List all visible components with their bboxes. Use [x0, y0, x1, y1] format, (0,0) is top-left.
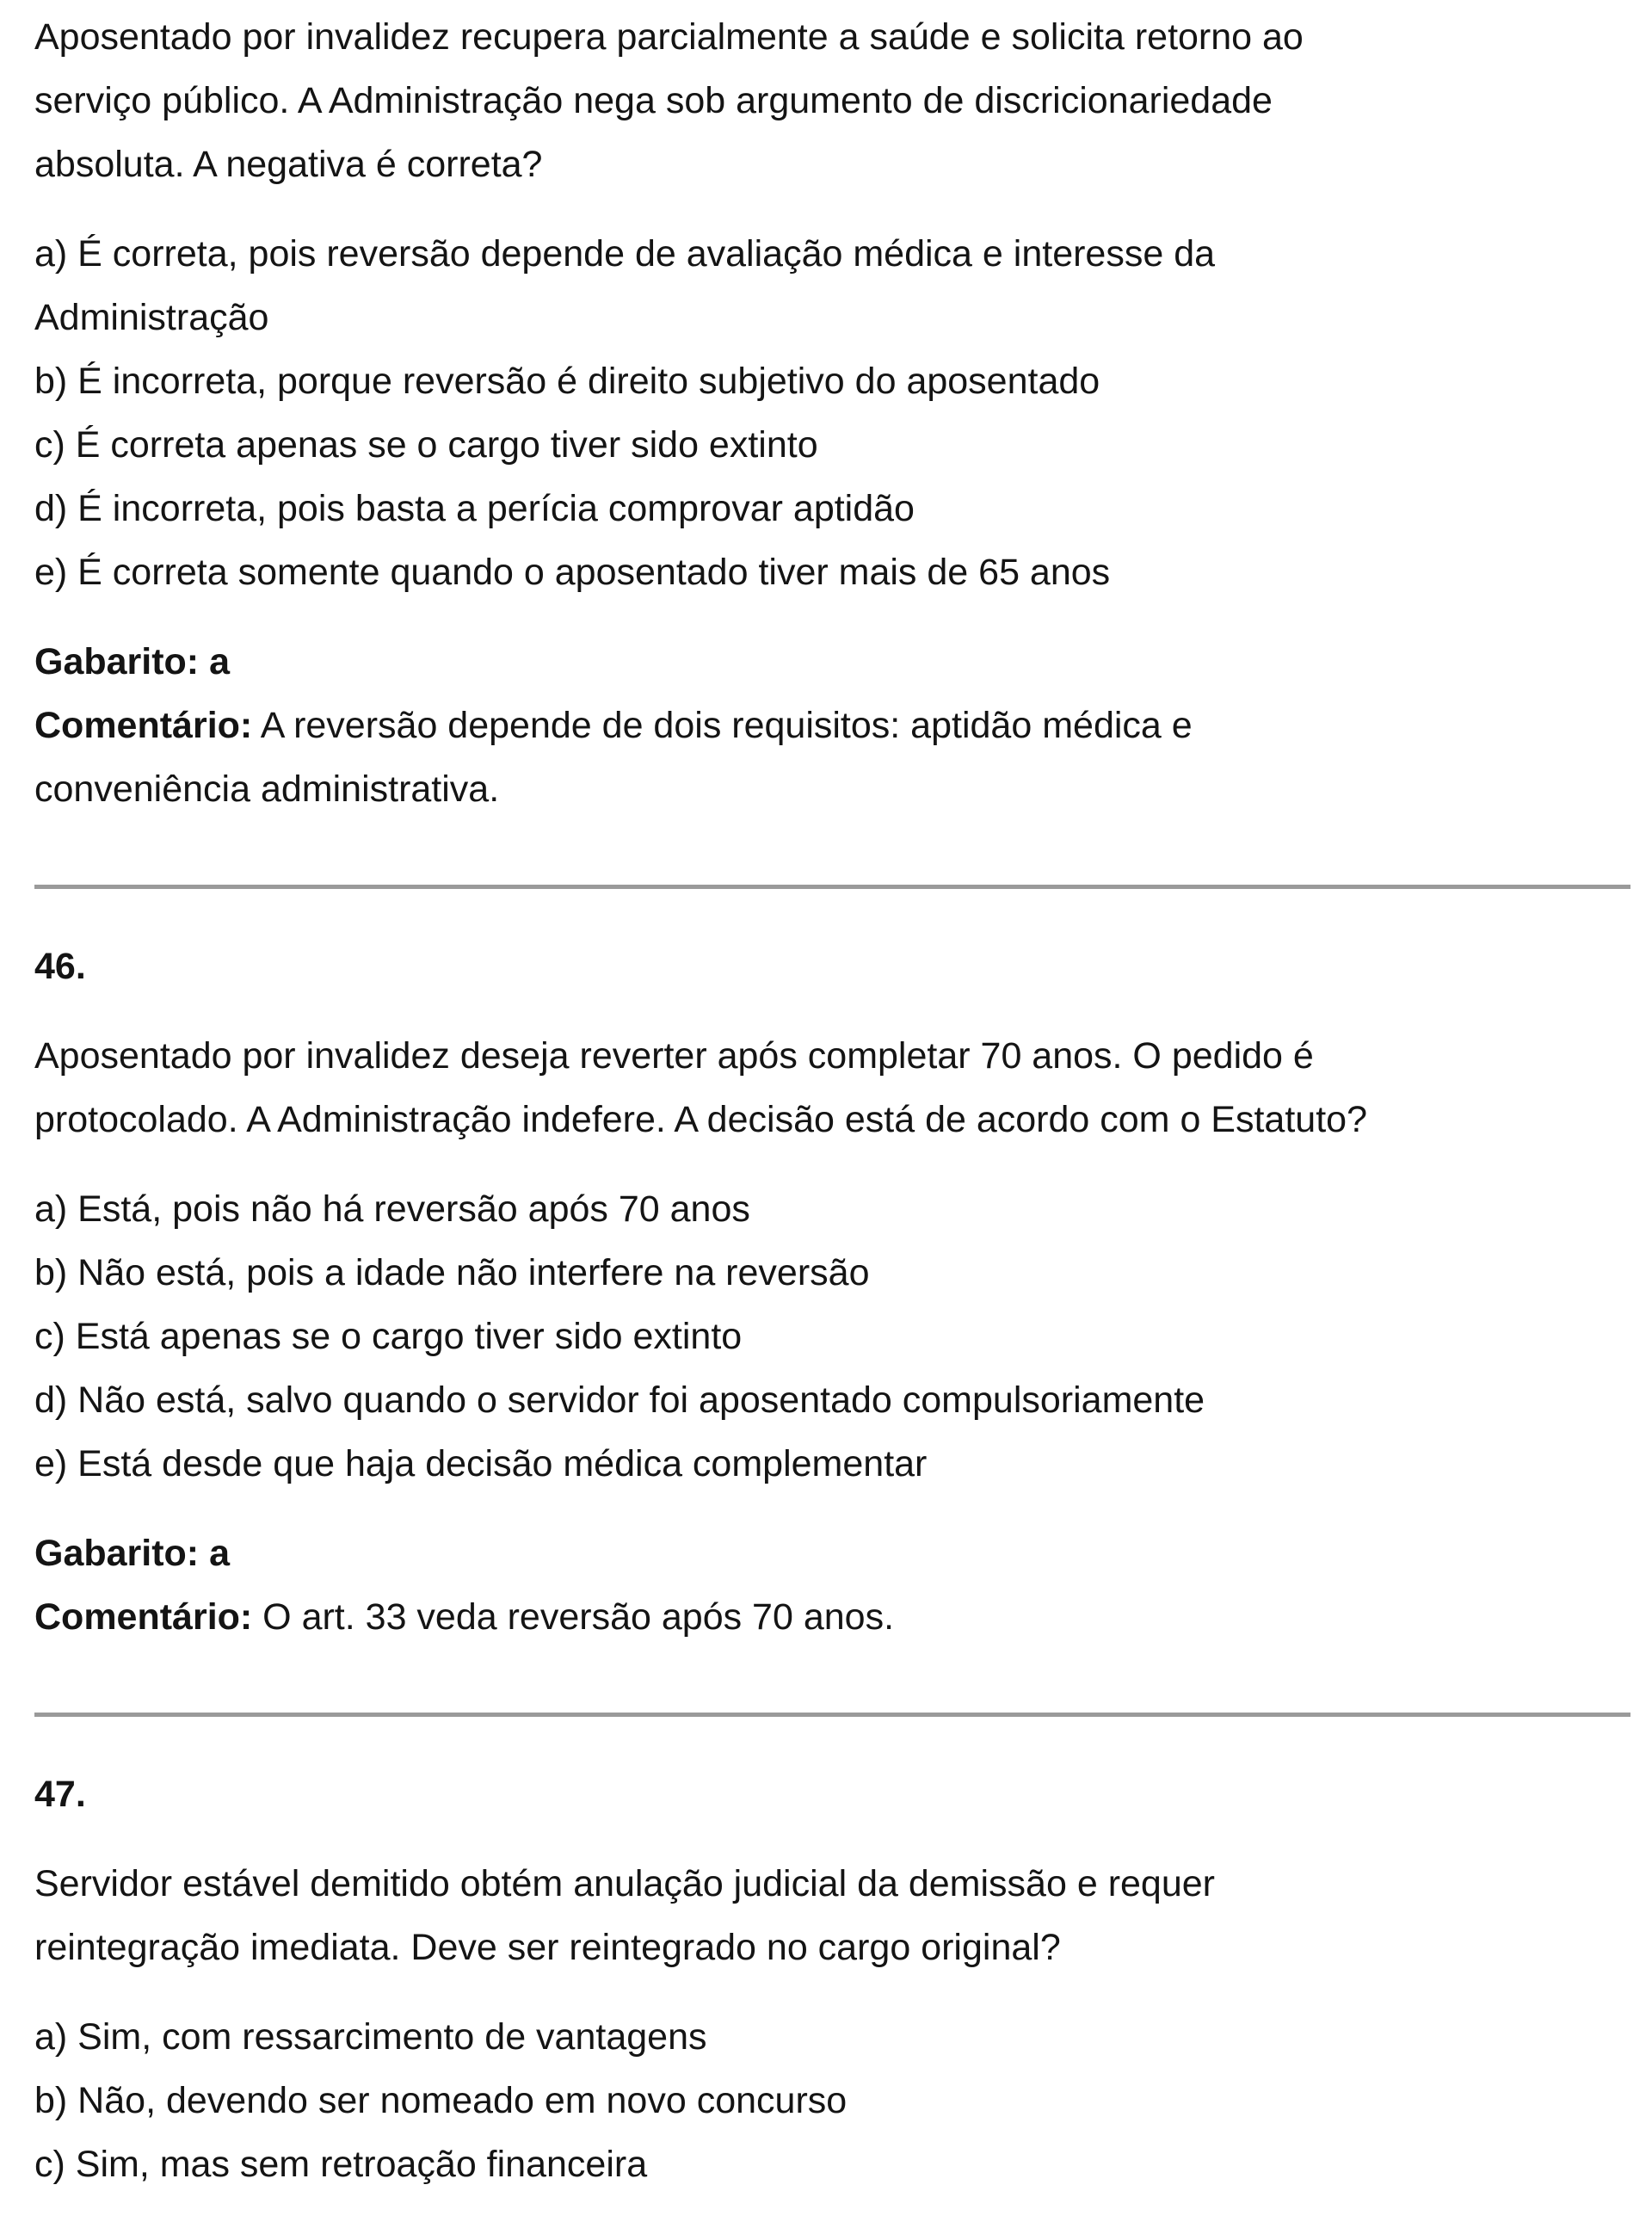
document-page	[34, 0, 1630, 2196]
comment	[34, 1585, 1630, 1649]
comment-label: Comentário:	[34, 705, 253, 746]
option-d: d) É incorreta, pois basta a perícia comprovar aptidão	[34, 488, 915, 529]
comment	[34, 694, 1630, 757]
answer-key: Gabarito: a	[34, 641, 230, 682]
question-45-options	[34, 222, 1630, 604]
stem-line: absoluta. A negativa é correta?	[34, 144, 543, 185]
question-46-stem	[34, 1024, 1630, 1151]
option-c: c) Sim, mas sem retroação financeira	[34, 2144, 648, 2185]
comment-label: Comentário:	[34, 1596, 253, 1638]
option-a: a) Sim, com ressarcimento de vantagens	[34, 2016, 707, 2058]
option-b: b) Não, devendo ser nomeado em novo concurso	[34, 2080, 848, 2121]
option-b: b) Não está, pois a idade não interfere na reversão	[34, 1252, 870, 1293]
question-47	[34, 1762, 1630, 2196]
option-a: a) Está, pois não há reversão após 70 anos	[34, 1188, 750, 1230]
answer-key: Gabarito: a	[34, 1533, 230, 1574]
stem-line: Servidor estável demitido obtém anulação judicial da demissão e requer	[34, 1863, 1215, 1904]
stem-line: Aposentado por invalidez recupera parcialmente a saúde e solicita retorno ao	[34, 16, 1304, 58]
question-45	[34, 0, 1630, 821]
option-c: c) Está apenas se o cargo tiver sido extinto	[34, 1316, 743, 1357]
comment-continuation: conveniência administrativa.	[34, 768, 500, 810]
question-47-options	[34, 2005, 1630, 2196]
question-46	[34, 935, 1630, 1649]
stem-line: serviço público. A Administração nega sob argumento de discricionariedade	[34, 80, 1273, 121]
stem-line: Aposentado por invalidez deseja reverter após completar 70 anos. O pedido é	[34, 1035, 1314, 1077]
comment-text: O art. 33 veda reversão após 70 anos.	[252, 1596, 895, 1638]
option-e: e) Está desde que haja decisão médica complementar	[34, 1443, 928, 1484]
option-a: a) É correta, pois reversão depende de avaliação médica e interesse da	[34, 233, 1216, 275]
option-b: b) É incorreta, porque reversão é direito subjetivo do aposentado	[34, 361, 1100, 402]
comment-text: A reversão depende de dois requisitos: aptidão médica e	[252, 705, 1193, 746]
option-e: e) É correta somente quando o aposentado tiver mais de 65 anos	[34, 552, 1111, 593]
stem-line: protocolado. A Administração indefere. A decisão está de acordo com o Estatuto?	[34, 1099, 1367, 1140]
option-a-continuation: Administração	[34, 297, 269, 338]
question-47-stem	[34, 1852, 1630, 1979]
question-46-options	[34, 1177, 1630, 1496]
option-d: d) Não está, salvo quando o servidor foi aposentado compulsoriamente	[34, 1379, 1205, 1421]
question-number: 46.	[34, 946, 86, 987]
question-45-stem	[34, 5, 1630, 196]
question-number: 47.	[34, 1774, 86, 1815]
option-c: c) É correta apenas se o cargo tiver sido extinto	[34, 424, 818, 466]
stem-line: reintegração imediata. Deve ser reintegrado no cargo original?	[34, 1927, 1061, 1968]
